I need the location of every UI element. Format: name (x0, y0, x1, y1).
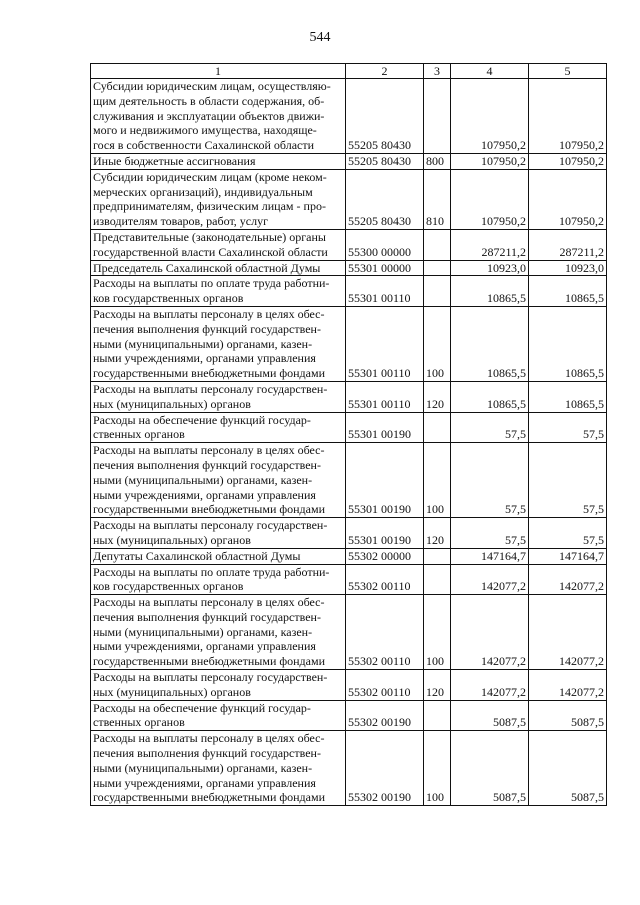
table-row (91, 564, 607, 595)
row-sum-1-cell: 57,5 (451, 518, 529, 549)
table-row (91, 595, 607, 670)
row-code-cell: 55301 00000 (346, 260, 424, 276)
row-name-cell (91, 731, 346, 806)
row-sum-1-cell: 107950,2 (451, 79, 529, 154)
row-kvr-cell: 100 (424, 731, 451, 806)
row-name-line: ков государственных органов (93, 291, 244, 306)
row-name-line: Расходы на выплаты персоналу в целях обес- (93, 731, 325, 746)
row-name-line: Субсидии юридическим лицам (кроме неком- (93, 169, 327, 184)
row-code-cell: 55301 00190 (346, 412, 424, 443)
row-code-cell: 55205 80430 (346, 169, 424, 229)
table-row (91, 306, 607, 381)
row-name-line: ными учреждениями, органами управления (93, 351, 316, 366)
row-code-cell: 55205 80430 (346, 153, 424, 169)
page-number: 544 (309, 30, 331, 45)
row-sum-1-cell: 107950,2 (451, 169, 529, 229)
row-name-line: государственными внебюджетными фондами (93, 366, 326, 381)
table-row (91, 700, 607, 731)
row-kvr-cell (424, 412, 451, 443)
row-sum-2-cell: 10865,5 (529, 381, 607, 412)
row-kvr-cell: 120 (424, 670, 451, 701)
row-kvr-cell: 100 (424, 595, 451, 670)
row-kvr-cell (424, 564, 451, 595)
row-name-line: Расходы на обеспечение функций государ- (93, 700, 311, 715)
row-name-line: Расходы на выплаты по оплате труда работни- (93, 276, 330, 291)
row-name-line: Расходы на выплаты персоналу государствен- (93, 518, 328, 533)
table-body (91, 79, 607, 806)
row-code-cell: 55301 00110 (346, 276, 424, 307)
row-sum-2-cell: 10865,5 (529, 276, 607, 307)
row-name-line: ственных органов (93, 427, 185, 442)
row-sum-1-cell: 10865,5 (451, 306, 529, 381)
row-name-line: изводителям товаров, работ, услуг (93, 214, 269, 229)
row-sum-2-cell: 107950,2 (529, 153, 607, 169)
row-sum-2-cell: 10865,5 (529, 306, 607, 381)
row-sum-1-cell: 107950,2 (451, 153, 529, 169)
row-name-line: государственными внебюджетными фондами (93, 654, 326, 669)
row-name-cell (91, 670, 346, 701)
row-name-cell (91, 306, 346, 381)
row-kvr-cell (424, 276, 451, 307)
row-name-line: ными (муниципальными) органами, казен- (93, 624, 313, 639)
row-sum-2-cell: 5087,5 (529, 731, 607, 806)
row-name-line: печения выполнения функций государствен- (93, 609, 321, 624)
row-name-line: ных (муниципальных) органов (93, 532, 251, 547)
row-sum-1-cell: 142077,2 (451, 564, 529, 595)
row-kvr-cell (424, 229, 451, 260)
row-code-cell: 55300 00000 (346, 229, 424, 260)
column-header-kvr: 3 (424, 64, 451, 79)
column-header-name: 1 (91, 64, 346, 79)
row-name-line: ных (муниципальных) органов (93, 684, 251, 699)
row-name-cell (91, 260, 346, 276)
table-row (91, 229, 607, 260)
row-name-cell (91, 169, 346, 229)
table-row (91, 153, 607, 169)
row-name-cell (91, 564, 346, 595)
row-name-line: печения выполнения функций государствен- (93, 321, 321, 336)
row-name-line: Расходы на выплаты по оплате труда работни- (93, 564, 330, 579)
column-header-sum-1: 4 (451, 64, 529, 79)
row-name-cell (91, 595, 346, 670)
row-sum-2-cell: 107950,2 (529, 79, 607, 154)
row-name-line: гося в собственности Сахалинской области (93, 138, 315, 153)
row-name-line: ными (муниципальными) органами, казен- (93, 336, 313, 351)
row-name-cell (91, 700, 346, 731)
table-row (91, 731, 607, 806)
row-name-line: Расходы на обеспечение функций государ- (93, 412, 311, 427)
row-sum-1-cell: 10923,0 (451, 260, 529, 276)
row-name-line: Представительные (законодательные) органы (93, 229, 326, 244)
table-row (91, 518, 607, 549)
row-name-line: ными (муниципальными) органами, казен- (93, 760, 313, 775)
row-sum-1-cell: 142077,2 (451, 595, 529, 670)
row-kvr-cell (424, 79, 451, 154)
row-name-cell (91, 153, 346, 169)
row-sum-2-cell: 10923,0 (529, 260, 607, 276)
row-name-line: ными учреждениями, органами управления (93, 639, 316, 654)
row-name-line: Расходы на выплаты персоналу государствен- (93, 670, 328, 685)
row-kvr-cell: 120 (424, 518, 451, 549)
row-sum-2-cell: 57,5 (529, 443, 607, 518)
table-row (91, 443, 607, 518)
row-name-line: мого и недвижимого имущества, находяще- (93, 123, 317, 138)
row-code-cell: 55302 00110 (346, 595, 424, 670)
row-name-line: служивания и эксплуатации объектов движи- (93, 108, 325, 123)
row-code-cell: 55302 00190 (346, 700, 424, 731)
column-header-sum-2: 5 (529, 64, 607, 79)
row-kvr-cell: 120 (424, 381, 451, 412)
row-sum-2-cell: 287211,2 (529, 229, 607, 260)
row-name-line: Депутаты Сахалинской областной Думы (93, 548, 301, 563)
row-sum-1-cell: 5087,5 (451, 731, 529, 806)
row-sum-1-cell: 57,5 (451, 412, 529, 443)
row-name-line: Иные бюджетные ассигнования (93, 153, 256, 168)
row-sum-1-cell: 147164,7 (451, 548, 529, 564)
row-name-cell (91, 548, 346, 564)
row-sum-2-cell: 142077,2 (529, 670, 607, 701)
row-code-cell: 55302 00110 (346, 670, 424, 701)
row-code-cell: 55301 00190 (346, 443, 424, 518)
row-code-cell: 55301 00110 (346, 306, 424, 381)
row-name-cell (91, 518, 346, 549)
row-name-line: Председатель Сахалинской областной Думы (93, 260, 321, 275)
row-name-line: Расходы на выплаты персоналу в целях обес- (93, 443, 325, 458)
row-name-cell (91, 79, 346, 154)
row-sum-2-cell: 107950,2 (529, 169, 607, 229)
budget-table (90, 63, 607, 806)
row-name-line: предпринимателям, физическим лицам - про- (93, 199, 326, 214)
row-name-line: ными (муниципальными) органами, казен- (93, 472, 313, 487)
column-header-code: 2 (346, 64, 424, 79)
row-name-cell (91, 276, 346, 307)
row-sum-1-cell: 287211,2 (451, 229, 529, 260)
row-sum-2-cell: 57,5 (529, 412, 607, 443)
row-name-line: печения выполнения функций государствен- (93, 746, 321, 761)
row-name-line: государственными внебюджетными фондами (93, 502, 326, 517)
table-row (91, 412, 607, 443)
row-name-cell (91, 443, 346, 518)
row-name-line: ными учреждениями, органами управления (93, 775, 316, 790)
row-sum-2-cell: 5087,5 (529, 700, 607, 731)
table-row (91, 276, 607, 307)
row-name-line: Субсидии юридическим лицам, осуществляю- (93, 79, 331, 93)
row-name-cell (91, 381, 346, 412)
row-kvr-cell: 100 (424, 306, 451, 381)
row-name-line: Расходы на выплаты персоналу в целях обес- (93, 595, 325, 610)
row-sum-2-cell: 142077,2 (529, 564, 607, 595)
row-sum-1-cell: 10865,5 (451, 276, 529, 307)
table-row (91, 381, 607, 412)
row-name-line: ков государственных органов (93, 579, 244, 594)
row-name-line: ными учреждениями, органами управления (93, 487, 316, 502)
row-kvr-cell (424, 548, 451, 564)
row-kvr-cell (424, 700, 451, 731)
row-sum-1-cell: 57,5 (451, 443, 529, 518)
table-header-row (91, 64, 607, 79)
row-name-line: ных (муниципальных) органов (93, 396, 251, 411)
row-kvr-cell: 800 (424, 153, 451, 169)
table-row (91, 169, 607, 229)
row-name-line: государственной власти Сахалинской области (93, 244, 328, 259)
row-code-cell: 55205 80430 (346, 79, 424, 154)
row-kvr-cell: 100 (424, 443, 451, 518)
row-sum-1-cell: 142077,2 (451, 670, 529, 701)
table-row (91, 548, 607, 564)
row-name-cell (91, 412, 346, 443)
row-sum-1-cell: 5087,5 (451, 700, 529, 731)
row-name-line: ственных органов (93, 715, 185, 730)
row-sum-2-cell: 57,5 (529, 518, 607, 549)
row-sum-1-cell: 10865,5 (451, 381, 529, 412)
row-code-cell: 55302 00190 (346, 731, 424, 806)
row-name-line: государственными внебюджетными фондами (93, 790, 326, 805)
row-sum-2-cell: 147164,7 (529, 548, 607, 564)
table-row (91, 260, 607, 276)
table-row (91, 79, 607, 154)
table-row (91, 670, 607, 701)
row-name-line: Расходы на выплаты персоналу в целях обес- (93, 306, 325, 321)
row-kvr-cell (424, 260, 451, 276)
row-name-line: мерческих организаций), индивидуальным (93, 184, 313, 199)
row-name-line: щим деятельность в области содержания, об- (93, 93, 325, 108)
row-sum-2-cell: 142077,2 (529, 595, 607, 670)
row-code-cell: 55302 00000 (346, 548, 424, 564)
row-name-cell (91, 229, 346, 260)
row-code-cell: 55301 00110 (346, 381, 424, 412)
row-kvr-cell: 810 (424, 169, 451, 229)
row-code-cell: 55302 00110 (346, 564, 424, 595)
row-name-line: Расходы на выплаты персоналу государствен- (93, 381, 328, 396)
row-name-line: печения выполнения функций государствен- (93, 457, 321, 472)
row-code-cell: 55301 00190 (346, 518, 424, 549)
